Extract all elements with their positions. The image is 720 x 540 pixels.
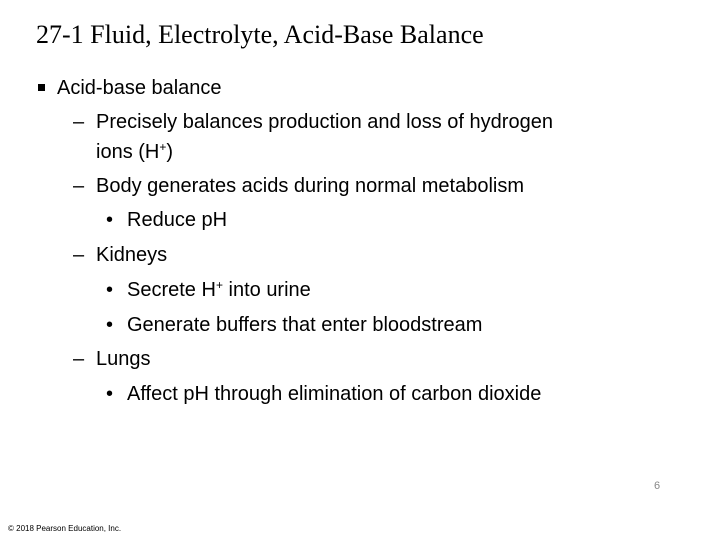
bullet-acid-base-balance: Acid-base balance <box>57 77 222 99</box>
subbullet-precisely-balances-cont <box>96 140 173 166</box>
subbullet-body-generates-acids: Body generates acids during normal metabolism <box>96 175 524 197</box>
subsubbullet-reduce-ph: Reduce pH <box>127 209 228 231</box>
subbullet-precisely-balances: Precisely balances production and loss of hydrogen <box>96 111 553 133</box>
superscript-plus: + <box>159 140 167 154</box>
dot-marker: • <box>106 209 114 231</box>
dot-marker: • <box>106 383 114 405</box>
dash-marker: – <box>73 244 85 266</box>
subsubbullet-secrete-h <box>127 278 311 304</box>
subsubbullet-generate-buffers: Generate buffers that enter bloodstream <box>127 314 483 336</box>
dash-marker: – <box>73 111 85 133</box>
dash-marker: – <box>73 348 85 370</box>
dash-marker: – <box>73 175 85 197</box>
subbullet-lungs: Lungs <box>96 348 151 370</box>
text-into-urine: into urine <box>222 279 311 301</box>
superscript-plus: + <box>215 278 223 292</box>
slide-title: 27-1 Fluid, Electrolyte, Acid-Base Balance <box>36 20 484 49</box>
text-secrete-h: Secrete H <box>127 279 216 301</box>
copyright-footer: © 2018 Pearson Education, Inc. <box>8 524 122 533</box>
subbullet-kidneys: Kidneys <box>96 244 168 266</box>
text-close-paren: ) <box>166 141 174 163</box>
dot-marker: • <box>106 279 114 301</box>
subsubbullet-affect-ph: Affect pH through elimination of carbon dioxide <box>127 383 542 405</box>
dot-marker: • <box>106 314 114 336</box>
page-number: 6 <box>654 480 661 492</box>
square-bullet-icon <box>38 84 45 91</box>
text-ions-h: ions (H <box>96 141 160 163</box>
